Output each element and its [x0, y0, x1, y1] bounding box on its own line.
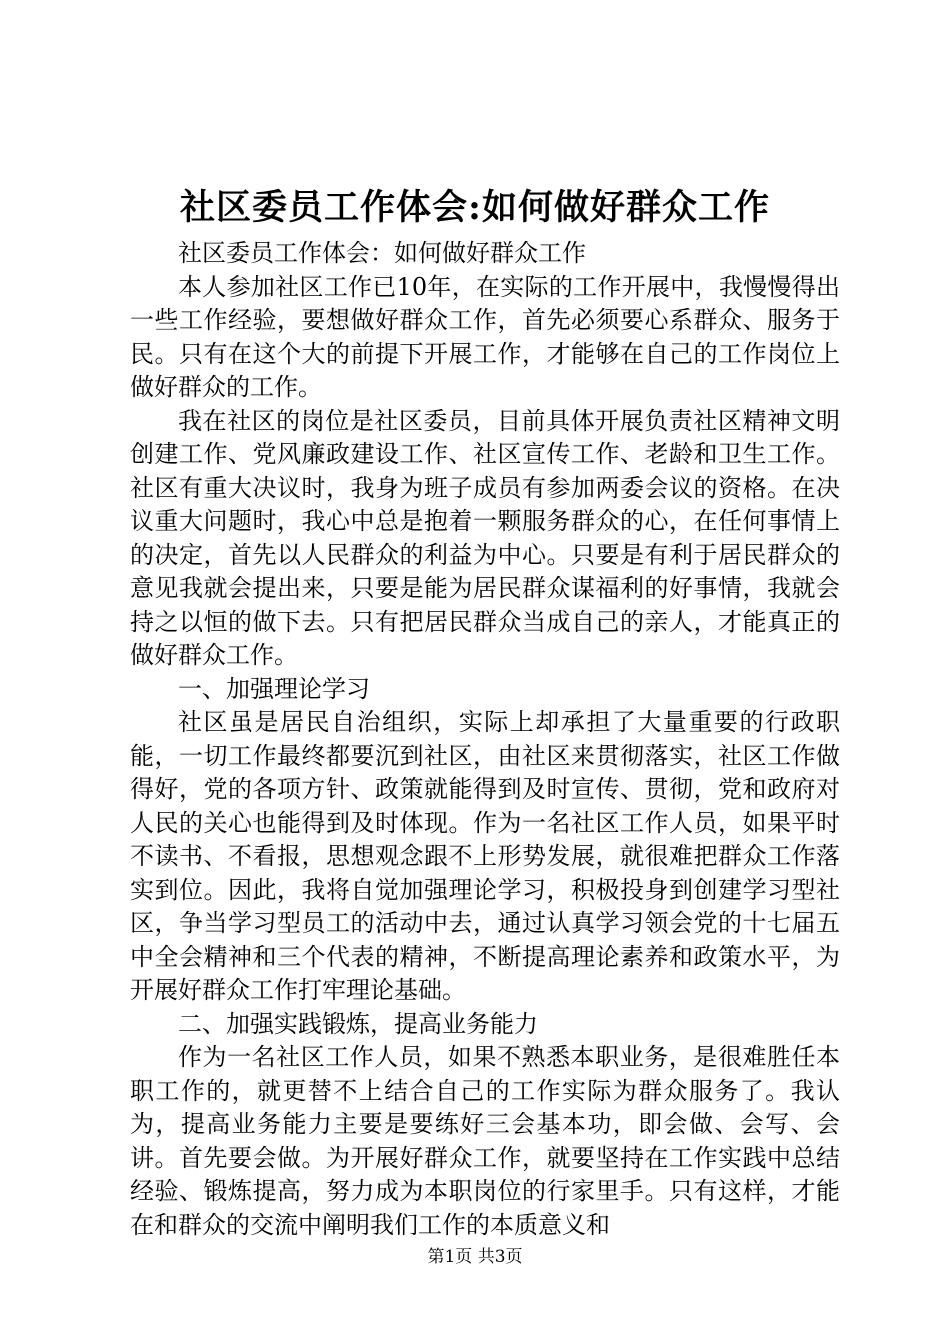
document-title: 社区委员工作体会:如何做好群众工作	[180, 187, 770, 228]
document-body	[130, 237, 840, 1242]
paragraph-position: 我在社区的岗位是社区委员，目前具体开展负责社区精神文明创建工作、党风廉政建设工作、社区宣传工作、老龄和卫生工作。社区有重大决议时，我身为班子成员有参加两委会议的资格。在决议重大问题时，我心中总是抱着一颗服务群众的心，在任何事情上的决定，首先以人民群众的利益为中心。只要是有利于居民群众的意见我就会提出来，只要是能为居民群众谋福利的好事情，我就会持之以恒的做下去。只有把居民群众当成自己的亲人，才能真正的做好群众工作。	[130, 406, 840, 669]
page-number-footer: 第1页 共3页	[427, 1247, 523, 1267]
section-heading-theory: 一、加强理论学习	[178, 674, 370, 703]
paragraph-theory: 社区虽是居民自治组织，实际上却承担了大量重要的行政职能，一切工作最终都要沉到社区，由社区来贯彻落实，社区工作做得好，党的各项方针、政策就能得到及时宣传、贯彻，党和政府对人民的关心也能得到及时体现。作为一名社区工作人员，如果平时不读书、不看报，思想观念跟不上形势发展，就很难把群众工作落实到位。因此，我将自觉加强理论学习，积极投身到创建学习型社区，争当学习型员工的活动中去，通过认真学习领会党的十七届五中全会精神和三个代表的精神，不断提高理论素养和政策水平，为开展好群众工作打牢理论基础。	[130, 708, 840, 1004]
section-heading-practice: 二、加强实践锻炼，提高业务能力	[178, 1009, 538, 1038]
paragraph-practice: 作为一名社区工作人员，如果不熟悉本职业务，是很难胜任本职工作的，就更替不上结合自己的工作实际为群众服务了。我认为，提高业务能力主要是要练好三会基本功，即会做、会写、会讲。首先要会做。为开展好群众工作，就要坚持在工作实践中总结经验、锻炼提高，努力成为本职岗位的行家里手。只有这样，才能在和群众的交流中阐明我们工作的本质意义和	[130, 1043, 840, 1239]
paragraph-subtitle: 社区委员工作体会：如何做好群众工作	[178, 239, 586, 267]
paragraph-intro: 本人参加社区工作已10年，在实际的工作开展中，我慢慢得出一些工作经验，要想做好群众工作，首先必须要心系群众、服务于民。只有在这个大的前提下开展工作，才能够在自己的工作岗位上做好群众的工作。	[130, 272, 840, 401]
